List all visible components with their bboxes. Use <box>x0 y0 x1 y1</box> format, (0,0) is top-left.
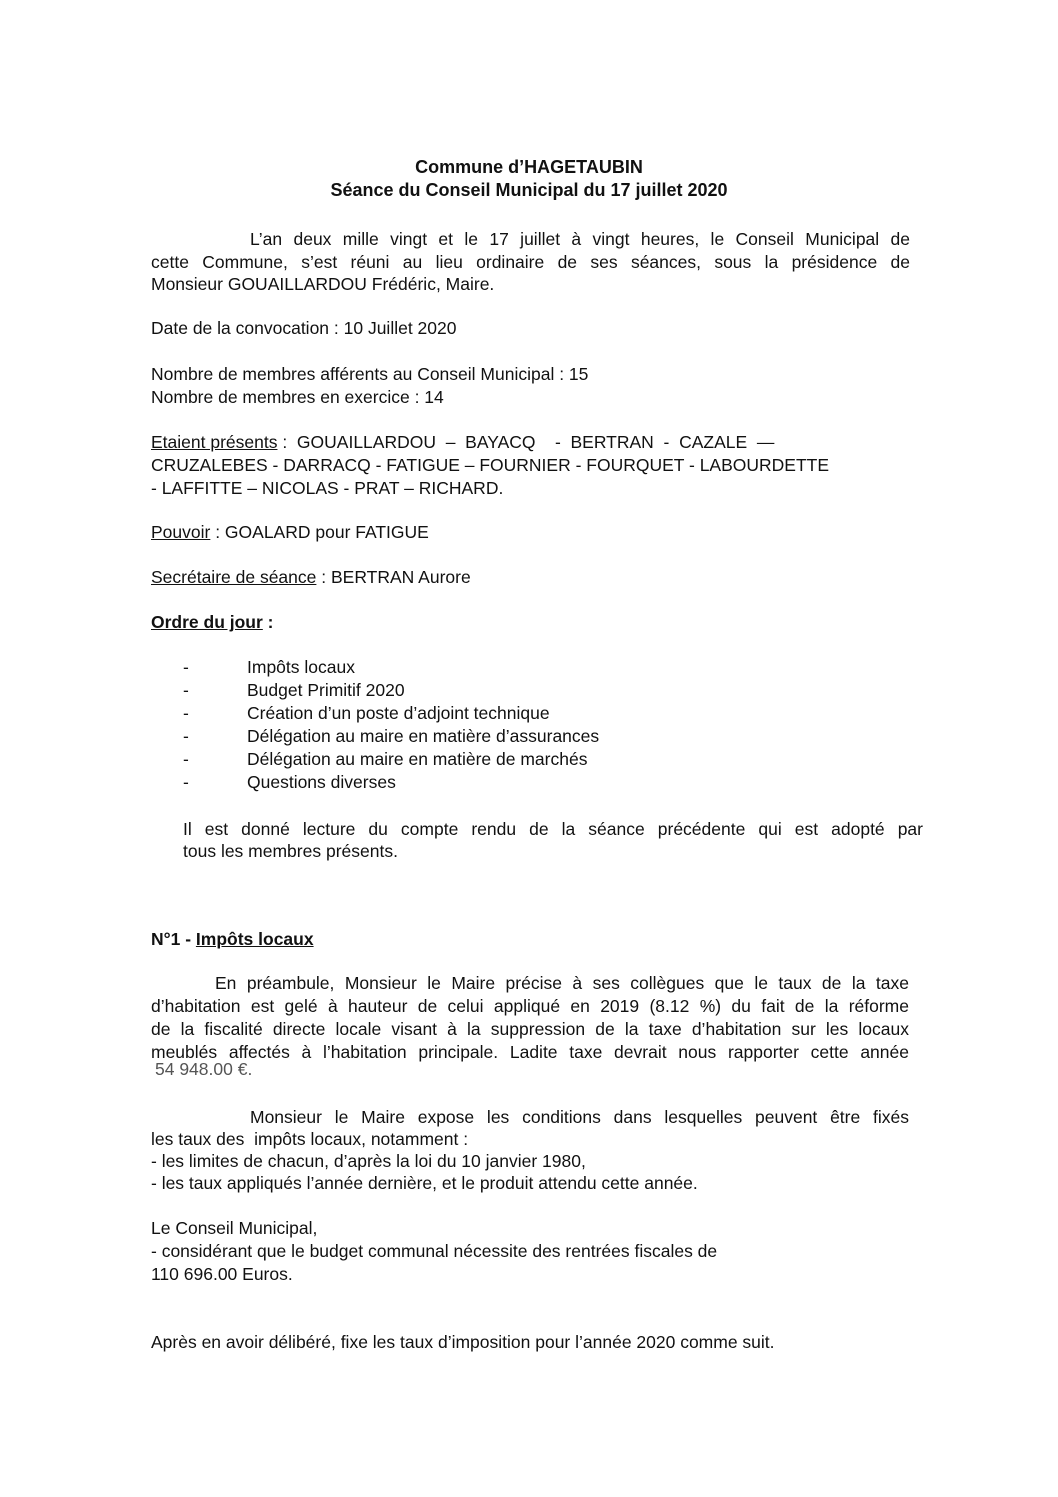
section-title: Impôts locaux <box>195 929 314 949</box>
agenda-item <box>183 703 550 724</box>
agenda-item-label: Questions diverses <box>247 772 396 792</box>
conclusion-line: Après en avoir délibéré, fixe les taux d’imposition pour l’année 2020 comme suit. <box>151 1332 775 1352</box>
presents-names-1: : GOUAILLARDOU – BAYACQ - BERTRAN - CAZALE — <box>277 432 775 452</box>
preambule-line-2: d’habitation est gelé à hauteur de celui appliqué en 2019 (8.12 %) du fait de la réforme <box>151 996 909 1016</box>
pouvoir <box>151 522 429 543</box>
lecture-line-1: Il est donné lecture du compte rendu de la séance précédente qui est adopté par <box>183 819 923 839</box>
ordre-label: Ordre du jour <box>151 612 263 632</box>
section-1-heading <box>151 929 314 950</box>
secretaire-label: Secrétaire de séance <box>151 567 317 587</box>
lecture-line-2: tous les membres présents. <box>183 841 398 861</box>
presents-line-2: CRUZALEBES - DARRACQ - FATIGUE – FOURNIER - FOURQUET - LABOURDETTE <box>151 455 830 475</box>
ordre-heading <box>151 612 274 633</box>
dash: - <box>183 657 189 677</box>
convocation-date: Date de la convocation : 10 Juillet 2020 <box>151 318 457 338</box>
dash: - <box>183 703 189 723</box>
pouvoir-label: Pouvoir <box>151 522 211 542</box>
intro-line-2: cette Commune, s’est réuni au lieu ordinaire de ses séances, sous la présidence de <box>151 252 910 272</box>
presents-line-1 <box>151 432 910 453</box>
agenda-item-label: Délégation au maire en matière de marchés <box>247 749 588 769</box>
presents-line-3: - LAFFITTE – NICOLAS - PRAT – RICHARD. <box>151 478 504 498</box>
seance-title: Séance du Conseil Municipal du 17 juillet 2020 <box>330 180 728 200</box>
pouvoir-value: : GOALARD pour FATIGUE <box>210 522 429 542</box>
membres-afferents: Nombre de membres afférents au Conseil Municipal : 15 <box>151 364 589 384</box>
secretaire <box>151 567 471 588</box>
intro-line-1: L’an deux mille vingt et le 17 juillet à vingt heures, le Conseil Municipal de <box>250 229 910 249</box>
presents-label: Etaient présents <box>151 432 278 452</box>
commune-title: Commune d’HAGETAUBIN <box>415 157 643 177</box>
preambule-line-3: de la fiscalité directe locale visant à la suppression de la taxe d’habitation sur les locaux <box>151 1019 909 1039</box>
expose-line-2: les taux des impôts locaux, notamment : <box>151 1129 469 1149</box>
agenda-item <box>183 772 396 793</box>
considerant-line-1: - considérant que le budget communal nécessite des rentrées fiscales de <box>151 1241 718 1261</box>
agenda-item <box>183 680 405 701</box>
agenda-item <box>183 726 599 747</box>
secretaire-value: : BERTRAN Aurore <box>316 567 471 587</box>
taux-line: - les taux appliqués l’année dernière, et le produit attendu cette année. <box>151 1173 698 1193</box>
ordre-suffix: : <box>262 612 274 632</box>
expose-line-1: Monsieur le Maire expose les conditions dans lesquelles peuvent être fixés <box>250 1107 909 1127</box>
dash: - <box>183 680 189 700</box>
intro-line-3: Monsieur GOUAILLARDOU Frédéric, Maire. <box>151 274 495 294</box>
preambule-line-4: meublés affectés à l’habitation principale. Ladite taxe devrait nous rapporter cette année <box>151 1042 909 1062</box>
agenda-item-label: Création d’un poste d’adjoint technique <box>247 703 550 723</box>
conseil-label: Le Conseil Municipal, <box>151 1218 318 1238</box>
agenda-item <box>183 749 587 770</box>
membres-exercice: Nombre de membres en exercice : 14 <box>151 387 444 407</box>
preambule-line-1: En préambule, Monsieur le Maire précise à ses collègues que le taux de la taxe <box>215 973 909 993</box>
limites-line: - les limites de chacun, d’après la loi du 10 janvier 1980, <box>151 1151 586 1171</box>
dash: - <box>183 749 189 769</box>
considerant-line-2: 110 696.00 Euros. <box>151 1264 293 1284</box>
taxe-amount: 54 948.00 €. <box>155 1059 253 1079</box>
agenda-item-label: Délégation au maire en matière d’assurances <box>247 726 600 746</box>
dash: - <box>183 772 189 792</box>
agenda-item-label: Budget Primitif 2020 <box>247 680 405 700</box>
agenda-item-label: Impôts locaux <box>247 657 355 677</box>
dash: - <box>183 726 189 746</box>
agenda-item <box>183 657 355 678</box>
section-number: N°1 - <box>151 929 196 949</box>
